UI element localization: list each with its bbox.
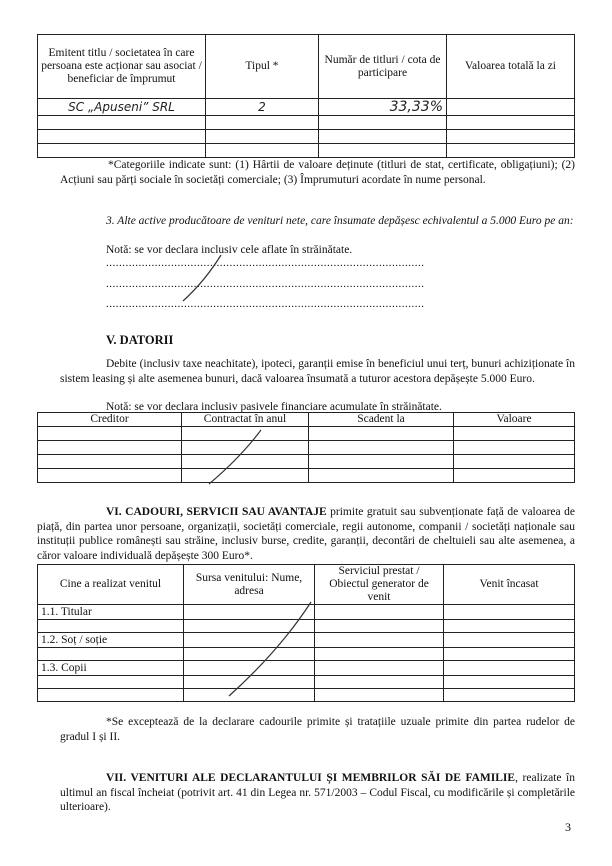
strike-line (225, 600, 315, 700)
debts-table (37, 412, 575, 483)
section7-body: , realizate în ultimul an fiscal încheiat (potrivit art. 41 din Legea nr. 571/2003 – Codul Fiscal, cu modificările și completările ulterioare). (60, 772, 575, 813)
table-row (38, 130, 575, 144)
gifts-header-row (38, 565, 575, 605)
securities-header-row (38, 35, 575, 99)
table-row (38, 116, 575, 130)
dotted-line: .................................................................................................. (106, 278, 425, 290)
section5-note: Notă: se vor declara inclusiv pasivele financiare acumulate în străinătate. (106, 401, 442, 413)
row-spouse: 1.2. Soț / soție (38, 633, 184, 648)
securities-table (37, 34, 575, 158)
handwritten-issuer: SC „Apuseni” SRL (38, 99, 206, 116)
section5-heading: V. DATORII (106, 333, 174, 347)
page-number: 3 (565, 820, 571, 834)
section6-text (37, 505, 575, 563)
table-row (38, 427, 575, 441)
section6-body: primite gratuit sau subvenționate față de valoarea de piață, din partea unor persoane, organizații, societăți comerciale, regii autonome, companii / societăți naționale sau instituții publice românești sau străine, inclusiv burse, credite, garanții, decontări de cheltuieli sau alte asemenea, a căror valoare individuală depășește 300 Euro*. (37, 506, 575, 562)
table-row (38, 441, 575, 455)
col-issuer: Emitent titlu / societatea în care persoana este acționar sau asociat / beneficiar de împrumut (38, 35, 206, 99)
section7-text (14, 771, 575, 815)
categories-note: *Categoriile indicate sunt: (1) Hârtii de valoare deținute (titluri de stat, certificate, obligațiuni); (2) Acțiuni sau părți sociale în societăți comerciale; (3) Împrumuturi acordate în nume personal. (60, 159, 575, 186)
col-contracted: Contractat în anul (182, 413, 309, 427)
dotted-line: .................................................................................................. (106, 257, 425, 269)
debts-header-row (38, 413, 575, 427)
strike-line (205, 428, 265, 488)
col-service: Serviciul prestat / Obiectul generator de venit (315, 565, 444, 605)
col-source: Sursa venitului: Nume, adresa (184, 565, 315, 605)
section5-text: Debite (inclusiv taxe neachitate), ipoteci, garanții emise în beneficiul unui terț, bunuri achiziționate în sistem leasing și alte asemenea bunuri, dacă valoarea însumată a tuturor acestora depășește 5.000 Euro. (60, 358, 575, 385)
table-row (38, 455, 575, 469)
handwritten-type: 2 (206, 99, 319, 116)
col-income: Venit încasat (444, 565, 575, 605)
row-titular: 1.1. Titular (38, 605, 184, 620)
dotted-line: .................................................................................................. (106, 298, 425, 310)
handwritten-share: 33,33% (319, 99, 447, 116)
table-row (38, 469, 575, 483)
gifts-footnote: *Se exceptează de la declarare cadourile primite și tratațiile uzuale primite din partea rudelor de gradul I și II. (60, 716, 575, 743)
table-row (38, 144, 575, 158)
col-share: Număr de titluri / cota de participare (319, 35, 447, 99)
section3-note: Notă: se vor declara inclusiv cele aflate în străinătate. (106, 244, 353, 256)
col-due: Scadent la (309, 413, 454, 427)
row-children: 1.3. Copii (38, 661, 184, 676)
section7-heading: VII. VENITURI ALE DECLARANTULUI ȘI MEMBRILOR SĂI DE FAMILIE (106, 772, 516, 784)
col-earner: Cine a realizat venitul (38, 565, 184, 605)
strike-line (175, 253, 225, 303)
col-total-value: Valoarea totală la zi (447, 35, 575, 99)
section6-heading: VI. CADOURI, SERVICII SAU AVANTAJE (106, 506, 327, 518)
col-type: Tipul * (206, 35, 319, 99)
table-row (38, 99, 575, 116)
section3-title: 3. Alte active producătoare de venituri nete, care însumate depășesc echivalentul a 5.000 Euro pe an: (106, 215, 574, 227)
col-creditor: Creditor (38, 413, 182, 427)
col-value: Valoare (454, 413, 575, 427)
